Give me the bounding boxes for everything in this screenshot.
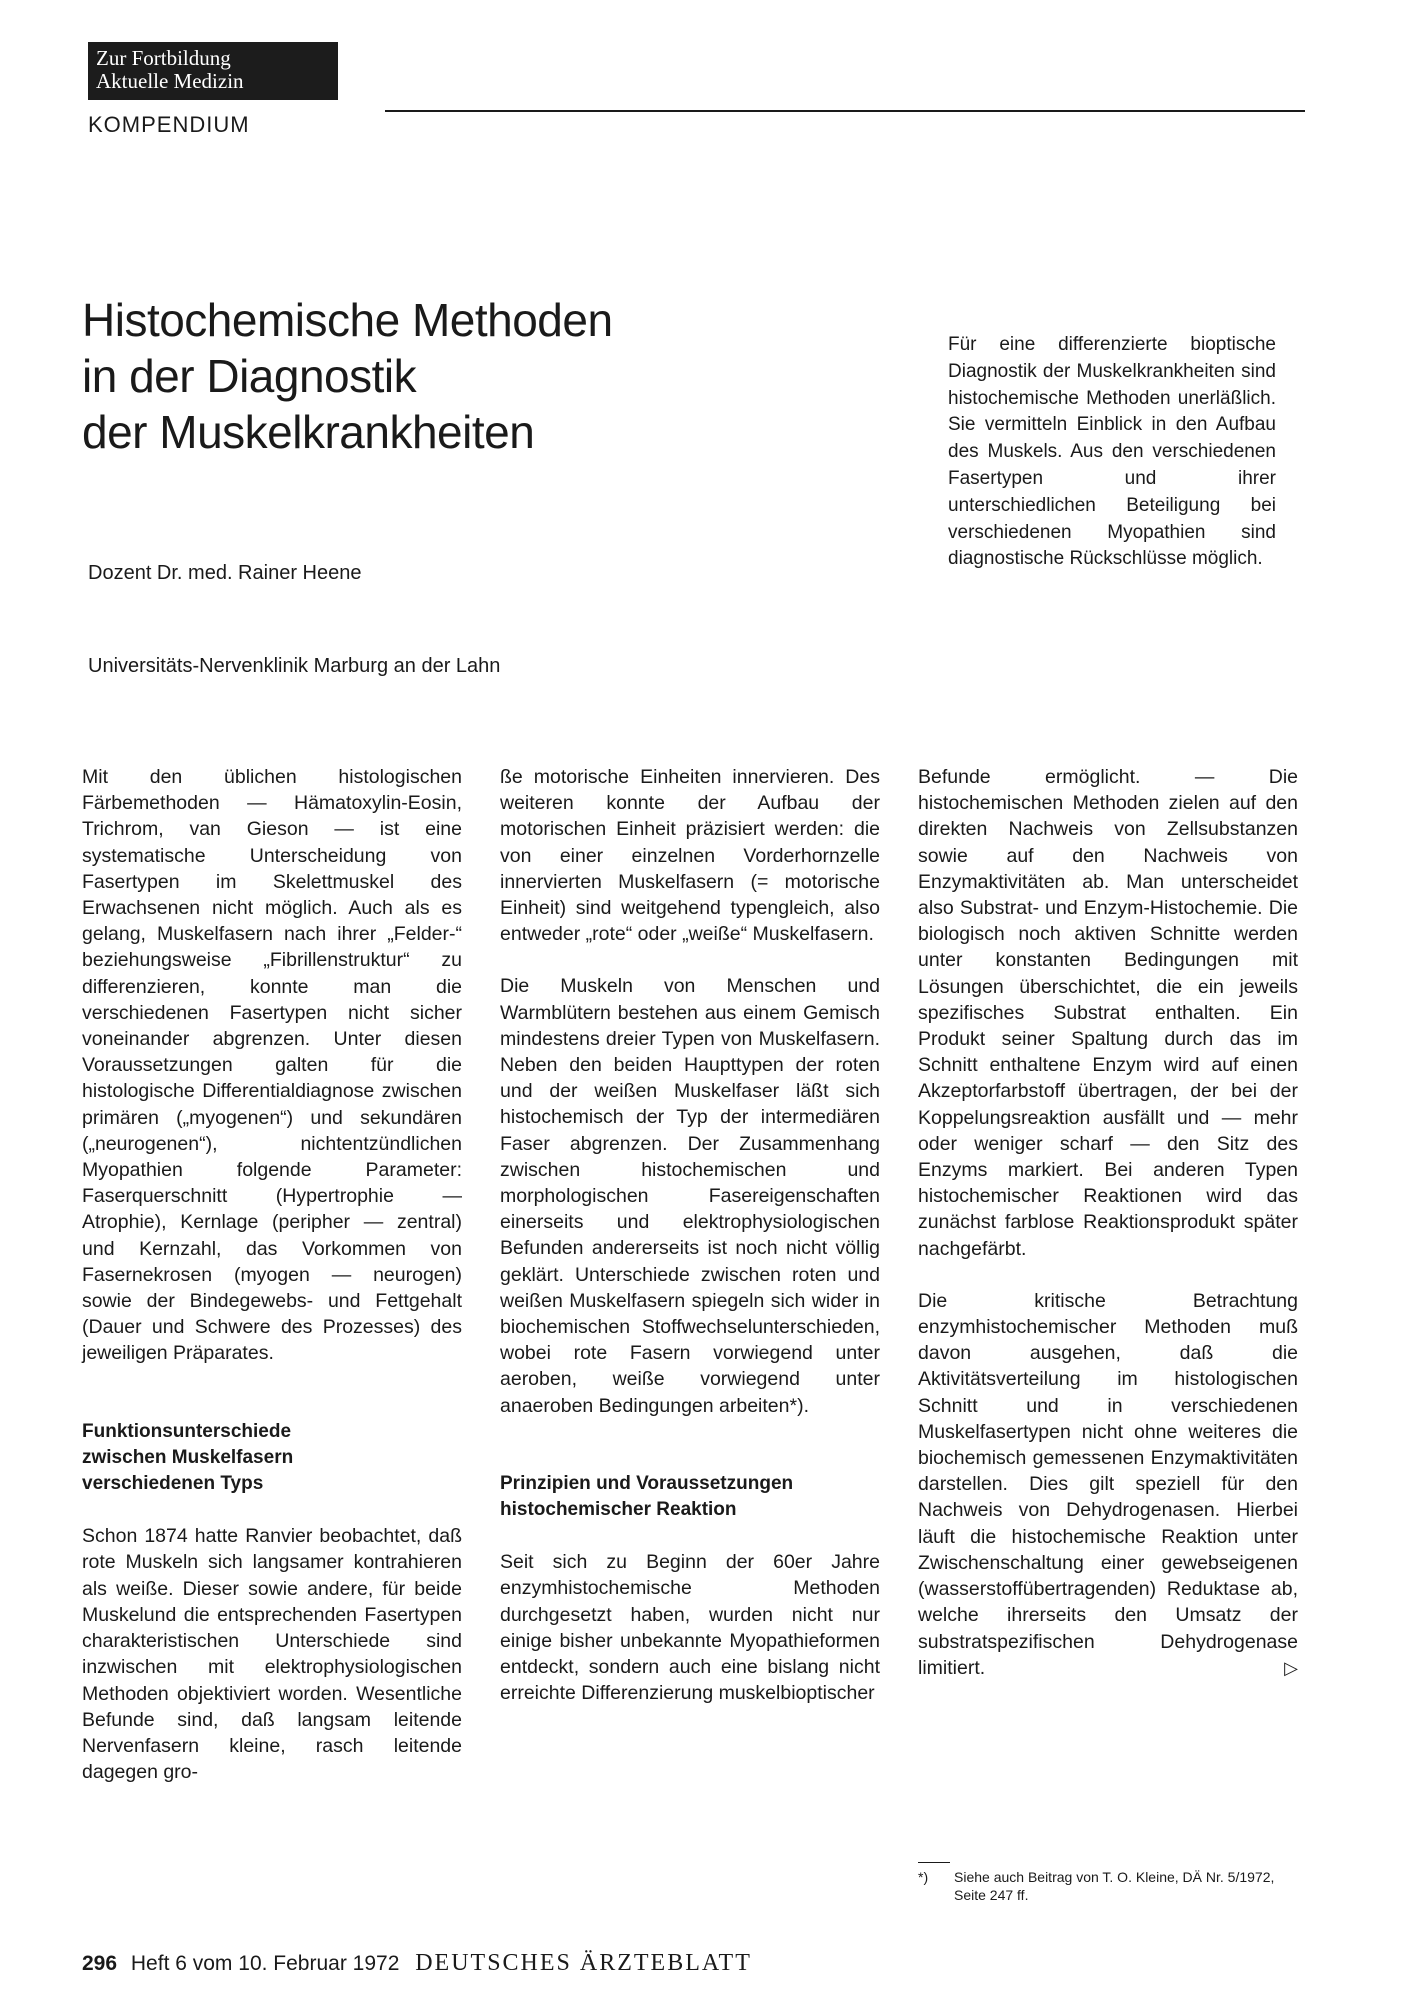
section-heading-prinzipien	[500, 1471, 880, 1523]
footnote	[918, 1868, 1298, 1904]
footnote-rule	[918, 1862, 950, 1863]
body-paragraph: ße motorische Einheiten innervieren. Des weiteren konnte der Aufbau der motorischen Einheit präzisiert werden: die von einer einzelnen Vorderhornzelle innervierten Muskelfasern (= motorische Einheit) sind weitgehend typengleich, also entweder „rote“ oder „weiße“ Muskelfasern.	[500, 766, 880, 946]
body-paragraph: Die Muskeln von Menschen und Warmblütern bestehen aus einem Gemisch mindestens dreier Typen von Muskelfasern. Neben den beiden Haupttypen der roten und der weißen Muskelfaser läßt sich histochemisch der Typ der intermediären Faser abgrenzen. Der Zusammenhang zwischen histochemischen und morphologischen Fasereigenschaften einerseits und elektrophysiologischen Befunden andererseits ist noch nicht völlig geklärt. Unterschiede zwischen roten und weißen Muskelfasern spiegeln sich wider in biochemischen Stoffwechselunterschieden, wobei rote Fasern vorwiegend unter aeroben, weiße vorwiegend unter anaeroben Bedingungen arbeiten*).	[500, 975, 880, 1417]
issue-info: Heft 6 vom 10. Februar 1972	[130, 1952, 400, 1975]
body-paragraph	[918, 1288, 1298, 1681]
article-title	[82, 292, 782, 460]
footnote-text: Siehe auch Beitrag von T. O. Kleine, DÄ Nr. 5/1972, Seite 247 ff.	[954, 1869, 1275, 1903]
title-line-1: Histochemische Methoden	[82, 294, 613, 346]
heading-line: Prinzipien und Voraussetzungen	[500, 1472, 794, 1494]
section-label-line2: Aktuelle Medizin	[96, 69, 244, 93]
body-paragraph: Mit den üblichen histologischen Färbemethoden — Hämatoxylin-Eosin, Trichrom, van Gieson — ist eine systematische Unterscheidung von Fasertypen im Skelettmuskel des Erwachsenen nicht möglich. Auch als es gelang, Muskelfasern nach ihrer „Felder-“ beziehungsweise „Fibrillenstruktur“ zu differenzieren, konnte man die verschiedenen Fasertypen nicht sicher voneinander abgrenzen. Unter diesen Voraussetzungen galten für die histologische Differentialdiagnose zwischen primären („myogenen“) und sekundären („neurogenen“), nichtentzündlichen Myopathien folgende Parameter: Faserquerschnitt (Hypertrophie — Atrophie), Kernlage (peripher — zentral) und Kernzahl, das Vorkommen von Fasernekrosen (myogen — neurogen) sowie der Bindegewebs- und Fettgehalt (Dauer und Schwere des Prozesses) des jeweiligen Präparates.	[82, 766, 462, 1365]
body-paragraph: Befunde ermöglicht. — Die histochemischen Methoden zielen auf den direkten Nachweis von Zellsubstanzen sowie auf den Nachweis von Enzymaktivitäten ab. Man unterscheidet also Substrat- und Enzym-Histochemie. Die biologisch noch aktiven Schnitte werden unter konstanten Bedingungen mit Lösungen überschichtet, die ein jeweils spezifisches Substrat enthalten. Ein Produkt seiner Spaltung durch das im Schnitt enthaltene Enzym wird auf einen Akzeptorfarbstoff übertragen, der bei der Koppelungsreaktion ausfällt und — mehr oder weniger scharf — den Sitz des Enzyms markiert. Bei anderen Typen histochemischer Reaktionen wird das zunächst farblose Reaktionsprodukt später nachgefärbt.	[918, 766, 1298, 1260]
journal-name: DEUTSCHES ÄRZTEBLATT	[415, 1950, 752, 1976]
page-number: 296	[82, 1952, 118, 1975]
section-heading-funktionsunterschiede	[82, 1419, 462, 1498]
heading-line: Funktionsunterschiede	[82, 1420, 292, 1442]
section-label-box	[88, 42, 338, 100]
heading-line: histochemischer Reaktion	[500, 1499, 737, 1521]
page-footer	[82, 1950, 752, 1977]
text-column-2	[500, 764, 880, 1707]
body-paragraph: Seit sich zu Beginn der 60er Jahre enzymhistochemische Methoden durchgesetzt haben, wurden nicht nur einige bisher unbekannte Myopathieformen entdeckt, sondern auch eine bislang nicht erreichte Differenzierung muskelbioptischer	[500, 1551, 880, 1705]
section-label-line1: Zur Fortbildung	[96, 46, 231, 70]
category-label: KOMPENDIUM	[88, 112, 250, 137]
footnote-mark: *)	[918, 1869, 929, 1885]
title-line-3: der Muskelkrankheiten	[82, 406, 535, 458]
affiliation: Universitäts-Nervenklinik Marburg an der Lahn	[88, 655, 501, 677]
author: Dozent Dr. med. Rainer Heene	[88, 562, 362, 584]
abstract: Für eine differenzierte bioptische Diagnostik der Muskelkrankheiten sind histochemische Methoden unerläßlich. Sie vermitteln Einblick in den Aufbau des Muskels. Aus den verschiedenen Fasertypen und ihrer unterschiedlichen Beteiligung bei verschiedenen Myopathien sind diagnostische Rückschlüsse möglich.	[948, 334, 1276, 570]
heading-line: verschiedenen Typs	[82, 1473, 264, 1495]
continue-arrow-icon: ▷	[1284, 1657, 1298, 1678]
header-rule	[385, 110, 1305, 112]
text-column-3	[918, 764, 1298, 1681]
text-column-1	[82, 764, 462, 1785]
body-paragraph: Schon 1874 hatte Ranvier beobachtet, daß rote Muskeln sich langsamer kontrahieren als weiße. Dieser sowie andere, für beide Muskelund die entsprechenden Fasertypen charakteristischen Unterschiede sind inzwischen mit elektrophysiologischen Methoden objektiviert worden. Wesentliche Befunde sind, daß langsam leitende Nervenfasern kleine, rasch leitende dagegen gro-	[82, 1525, 462, 1784]
heading-line: zwischen Muskelfasern	[82, 1446, 294, 1468]
body-paragraph-text: Die kritische Betrachtung enzymhistochemischer Methoden muß davon ausgehen, daß die Aktivitätsverteilung im histologischen Schnitt und in verschiedenen Muskelfasertypen nicht ohne weiteres die biochemisch gemessenen Enzymaktivitäten darstellen. Dies gilt speziell für den Nachweis von Dehydrogenasen. Hierbei läuft die histochemische Reaktion unter Zwischenschaltung einer gewebseigenen (wasserstoffübertragenden) Reduktase ab, welche ihrerseits den Umsatz der substratspezifischen Dehydrogenase limitiert.	[918, 1289, 1298, 1679]
title-line-2: in der Diagnostik	[82, 350, 417, 402]
